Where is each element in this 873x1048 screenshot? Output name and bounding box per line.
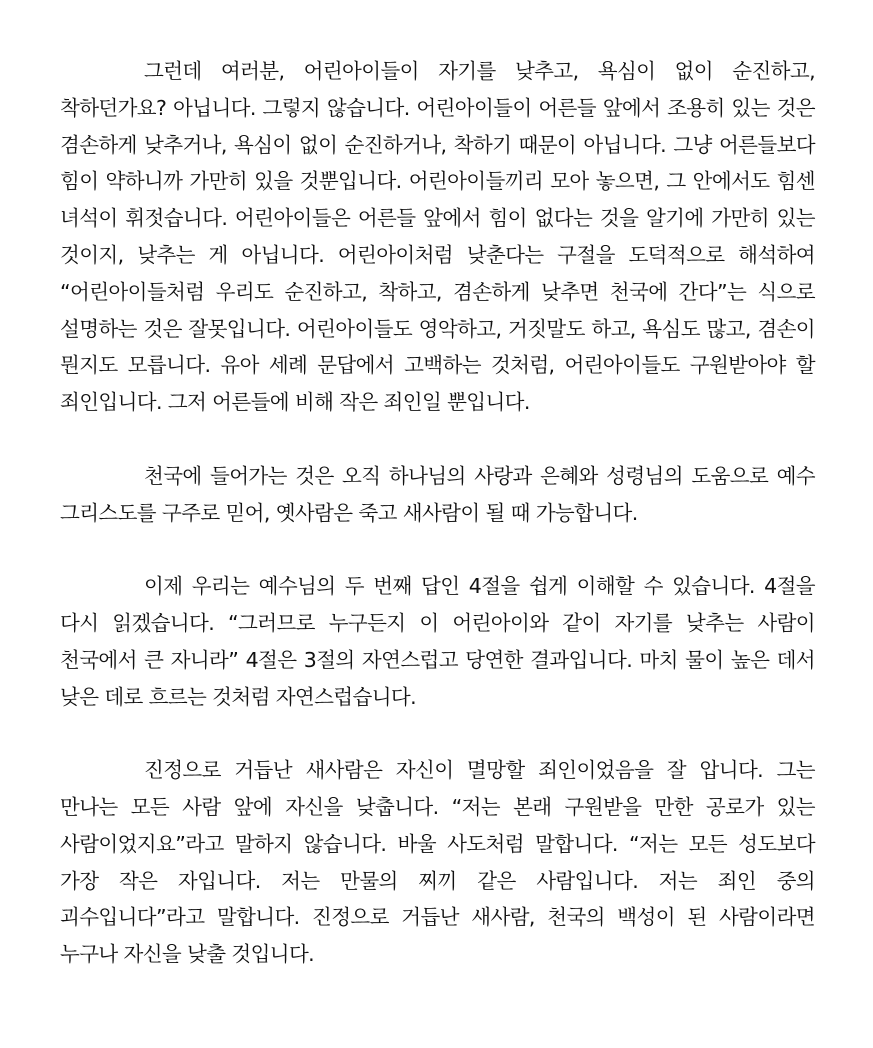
paragraph: 천국에 들어가는 것은 오직 하나님의 사랑과 은혜와 성령님의 도움으로 예수 그리스도를 구주로 믿어, 옛사람은 죽고 새사람이 될 때 가능합니다. bbox=[60, 463, 815, 525]
document-page bbox=[60, 53, 815, 973]
paragraph-gap bbox=[60, 421, 815, 458]
paragraph: 진정으로 거듭난 새사람은 자신이 멸망할 죄인이었음을 잘 압니다. 그는 만나는 모든 사람 앞에 자신을 낮춥니다. “저는 본래 구원받을 만한 공로가 있는 사람이었지요”라고 말하지 않습니다. 바울 사도처럼 말합니다. “저는 모든 성도보다 가장 작은 자입니다. 저는 만물의 찌끼 같은 사람입니다. 저는 죄인 중의 괴수입니다”라고 말합니다. 진정으로 거듭난 새사람, 천국의 백성이 된 사람이라면 누구나 자신을 낮출 것입니다. bbox=[60, 758, 815, 967]
paragraph: 이제 우리는 예수님의 두 번째 답인 4절을 쉽게 이해할 수 있습니다. 4절을 다시 읽겠습니다. “그러므로 누구든지 이 어린아이와 같이 자기를 낮추는 사람이 천국에서 큰 자니라” 4절은 3절의 자연스럽고 당연한 결과입니다. 마치 물이 높은 데서 낮은 데로 흐르는 것처럼 자연스럽습니다. bbox=[60, 574, 815, 709]
paragraph-gap bbox=[60, 531, 815, 568]
paragraph-gap bbox=[60, 715, 815, 752]
paragraph: 그런데 여러분, 어린아이들이 자기를 낮추고, 욕심이 없이 순진하고, 착하던가요? 아닙니다. 그렇지 않습니다. 어린아이들이 어른들 앞에서 조용히 있는 것은 겸손하게 낮추거나, 욕심이 없이 순진하거나, 착하기 때문이 아닙니다. 그냥 어른들보다 힘이 약하니까 가만히 있을 것뿐입니다. 어린아이들끼리 모아 놓으면, 그 안에서도 힘센 녀석이 휘젓습니다. 어린아이들은 어른들 앞에서 힘이 없다는 것을 알기에 가만히 있는 것이지, 낮추는 게 아닙니다. 어린아이처럼 낮춘다는 구절을 도덕적으로 해석하여 “어린아이들처럼 우리도 순진하고, 착하고, 겸손하게 낮추면 천국에 간다”는 식으로 설명하는 것은 잘못입니다. 어린아이들도 영악하고, 거짓말도 하고, 욕심도 많고, 겸손이 뭔지도 모릅니다. 유아 세례 문답에서 고백하는 것처럼, 어린아이들도 구원받아야 할 죄인입니다. 그저 어른들에 비해 작은 죄인일 뿐입니다. bbox=[60, 59, 815, 415]
